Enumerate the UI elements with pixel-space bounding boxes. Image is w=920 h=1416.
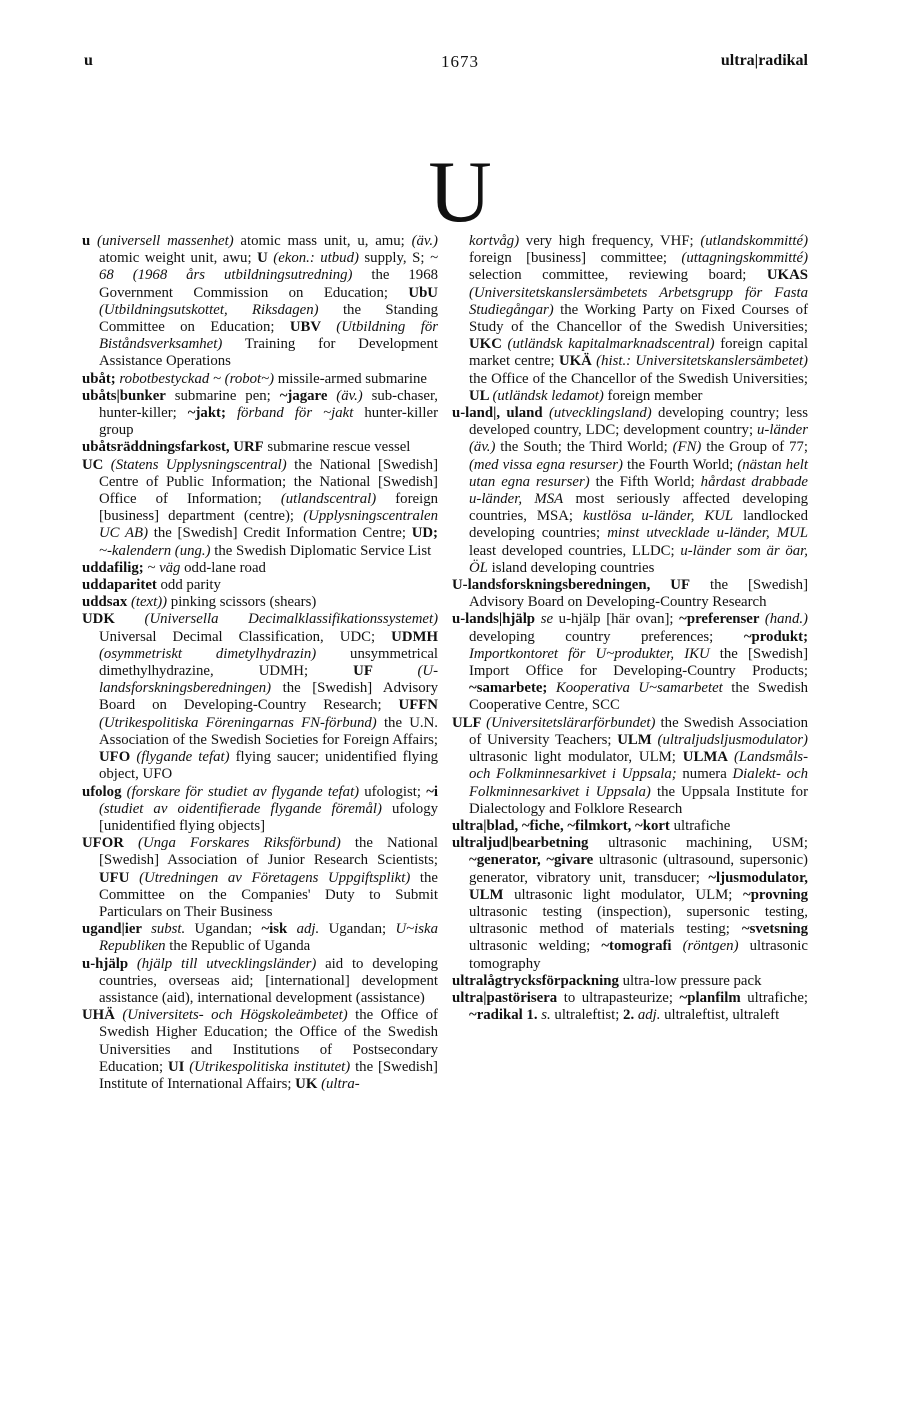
definition-text: ultrasonic (ultrasound, supersonic) generator, vibratory unit, transducer; (469, 852, 808, 886)
headword: ~isk (261, 921, 297, 938)
dictionary-entry (82, 577, 438, 594)
definition-text: the Fifth World; (589, 473, 701, 490)
italic-note: (Statens Upplysningscentral) (110, 456, 287, 473)
definition-text: the Republic of Uganda (165, 938, 311, 955)
italic-note: (utlandskommitté) (700, 233, 808, 249)
headword: UF (353, 663, 418, 680)
headword: UD; (411, 525, 438, 542)
definition-text: the [Swedish] Import Office for Developing-Country Products; (469, 645, 808, 680)
dictionary-entry (452, 973, 808, 990)
headword: ULM (617, 731, 658, 748)
italic-note: (universell massenhet) (97, 233, 234, 249)
definition-text: the U.N. Association of the Swedish Societies for Foreign Affairs; (99, 714, 438, 748)
dictionary-entry (82, 956, 438, 1008)
italic-note: (Upplysningscentralen UC AB) (99, 508, 438, 542)
headword: UbU (408, 284, 438, 301)
italic-note: (Utrikespolitiska Föreningarnas FN-förbund) (99, 714, 377, 731)
headword: UKAS (766, 267, 808, 284)
headword: ugand|ier (82, 921, 152, 938)
headword: UFO (99, 749, 137, 766)
definition-text: odd parity (156, 577, 221, 594)
italic-note: (Utbildningsutskottet, Riksdagen) (99, 301, 319, 318)
italic-note: (ultra- (321, 1075, 360, 1092)
italic-note: ~ väg (147, 559, 181, 576)
definition-text: foreign [business] department (centre); (99, 491, 438, 525)
italic-note: (utvecklingsland) (548, 405, 652, 422)
italic-note: (utländsk ledamot) (492, 387, 604, 404)
italic-note: förband för ~jakt (236, 405, 354, 422)
headword: ~jakt; (187, 405, 237, 422)
headword: u-hjälp (82, 955, 137, 972)
definition-text: atomic weight unit, awu; (99, 250, 258, 267)
definition-text: atomic mass unit, u, amu; (233, 233, 412, 249)
headword: u (82, 233, 98, 249)
section-letter: U (428, 144, 492, 241)
definition-text: the [Swedish] Advisory Board on Developing-Country Research (469, 577, 809, 611)
italic-note: (U-landsforskningsberedningen) (99, 663, 438, 697)
headword: 2. (623, 1007, 638, 1024)
definition-text: foreign member (603, 387, 703, 404)
definition-text: ultraleftist, ultraleft (660, 1007, 780, 1024)
italic-note: minst utvecklade u-länder, MUL (607, 525, 808, 542)
headword: ubåt; (82, 370, 120, 387)
definition-text: the Swedish Association of University Teachers; (469, 714, 809, 748)
italic-note: (Universitetskanslersämbetets Arbetsgrupp för Fasta Studiegångar) (469, 284, 808, 318)
headword: UL (469, 387, 493, 404)
dictionary-entry (82, 784, 438, 836)
dictionary-entry (452, 405, 808, 577)
italic-note: (hjälp till utvecklingsländer) (136, 955, 317, 972)
headword: ~radikal 1. (469, 1007, 542, 1024)
headword: UBV (289, 319, 337, 336)
definition-text: ultrafiche; (740, 989, 809, 1006)
definition-text: Ugandan; (319, 921, 396, 938)
headword: ~provning (743, 886, 808, 903)
dictionary-entry (82, 233, 438, 371)
definition-text: the Committee on the Companies' Duty to Submit Particulars on Their Business (99, 869, 438, 920)
definition-text: landlocked developing countries; (469, 508, 809, 542)
definition-text: the Uppsala Institute for Dialectology and Folklore Research (469, 783, 808, 817)
definition-text: the [Swedish] Credit Information Centre; (148, 525, 412, 542)
definition-text: the Standing Committee on Education; (99, 301, 438, 336)
definition-text: foreign capital market centre; (469, 336, 808, 370)
definition-text: pinking scissors (shears) (167, 594, 317, 611)
definition-text: the South; the Third World; (495, 439, 673, 456)
italic-note: (ultraljudsljusmodulator) (657, 731, 808, 748)
italic-note: kustlösa u-länder, KUL (582, 508, 734, 525)
dictionary-entry (82, 1007, 438, 1093)
italic-note: se (540, 611, 554, 628)
definition-text: ultrasonic testing (inspection), supersonic testing, ultrasonic method of materials testing; (469, 903, 808, 938)
headword: ~planfilm (679, 989, 741, 1006)
definition-text: ufologist; (359, 783, 427, 800)
definition-text: selection committee, reviewing board; (469, 267, 767, 284)
italic-note: (Utbildning för Biståndsverksamhet) (99, 319, 438, 353)
italic-note: (osymmetriskt dimetylhydrazin) (99, 645, 317, 662)
italic-note: Kooperativa U~samarbetet (555, 680, 723, 697)
definition-text: ultra-low pressure pack (618, 972, 762, 989)
definition-text: u-hjälp [här ovan]; (553, 611, 680, 628)
italic-note: (hand.) (764, 611, 808, 628)
headword: ultra|blad, ~fiche, ~filmkort, ~kort (452, 817, 670, 834)
definition-text: the Working Party on Fixed Courses of Study of the Chancellor of the Swedish Universities; (469, 301, 808, 336)
definition-text: flying saucer; unidentified flying object, UFO (99, 749, 438, 783)
definition-text: the Group of 77; (701, 439, 808, 456)
headword: UFFN (398, 697, 438, 714)
definition-text: unsymmetrical dimethylhydrazine, UDMH; (99, 645, 438, 680)
definition-text: aid to developing countries, overseas aid; [international] development assistance (aid), international development (assistance) (99, 955, 438, 1006)
headword: u-lands|hjälp (452, 611, 541, 628)
headword: uddaparitet (82, 577, 157, 594)
definition-text: the Office of the Chancellor of the Swedish Universities; (469, 370, 808, 387)
italic-note: (flygande tefat) (136, 749, 230, 766)
italic-note: adj. (296, 921, 320, 938)
headword: ubåts|bunker (82, 387, 166, 404)
dictionary-entry (82, 371, 438, 388)
italic-note: (Unga Forskares Riksförbund) (138, 835, 341, 852)
definition-text: missile-armed submarine (274, 370, 427, 387)
italic-note: robotbestyckad ~ (robot~) (119, 370, 275, 387)
definition-text: the Office of Swedish Higher Education; the Office of the Swedish Universities and Institutions of Postsecondary Education; (99, 1007, 438, 1075)
dictionary-entry (82, 457, 438, 560)
headword: UKÄ (558, 353, 597, 370)
dictionary-entry (452, 835, 808, 973)
italic-note: hårdast drabbade u-länder, MSA (469, 473, 808, 508)
definition-text: the Swedish Cooperative Centre, SCC (469, 680, 808, 714)
italic-note: (Universitetslärarförbundet) (486, 714, 656, 731)
headword: ~preferenser (679, 611, 765, 628)
italic-note: (Landsmåls- och Folkminnesarkivet i Uppsala; (469, 749, 808, 783)
definition-text: island developing countries (487, 559, 655, 576)
dictionary-entry (452, 233, 808, 405)
definition-text: ultrasonic tomography (469, 938, 808, 972)
italic-note: ~-kalendern (ung.) (99, 542, 211, 559)
headword: UHÄ (82, 1007, 123, 1024)
definition-text: ultrasonic light modulator, ULM; (503, 886, 743, 903)
definition-text: odd-lane road (180, 559, 266, 576)
italic-note: (ekon.: utbud) (273, 250, 359, 267)
definition-text: Training for Development Assistance Operations (99, 336, 438, 370)
definition-text: the National [Swedish] Association of Junior Research Scientists; (99, 835, 438, 869)
headword: ~i (426, 783, 439, 800)
definition-text: Universal Decimal Classification, UDC; (99, 628, 392, 645)
definition-text: least developed countries, LLDC; (469, 542, 681, 559)
italic-note: (forskare för studiet av flygande tefat) (126, 783, 360, 800)
headword: ~ljusmodulator, ULM (469, 869, 808, 903)
italic-note: U~iska Republiken (99, 921, 438, 955)
definition-text: very high frequency, VHF; (519, 233, 701, 249)
headword: UKC (469, 336, 508, 353)
headword: ultraljud|bearbetning (452, 835, 589, 852)
headword: ULMA (682, 749, 734, 766)
definition-text: hunter-killer group (99, 405, 438, 439)
headword: ~generator, ~givare (469, 852, 594, 869)
italic-note: (röntgen) (682, 938, 739, 955)
definition-text: foreign [business] committee; (469, 250, 682, 267)
running-head-right: ultra|radikal (720, 52, 808, 69)
definition-text: the Swedish Diplomatic Service List (210, 542, 432, 559)
italic-note: (FN) (672, 439, 702, 456)
definition-text: the [Swedish] Institute of International Affairs; (99, 1058, 438, 1092)
italic-note: s. (541, 1007, 551, 1024)
definition-text: supply, S; (358, 250, 430, 267)
italic-note: (Universitets- och Högskoleämbetet) (122, 1007, 348, 1024)
definition-text: numera (676, 766, 733, 783)
dictionary-entry (82, 439, 438, 456)
headword: U-landsforskningsberedningen, UF (452, 577, 690, 594)
headword: UI (167, 1058, 190, 1075)
definition-text: submarine rescue vessel (263, 439, 411, 456)
headword: UFU (99, 869, 140, 886)
headword: UDK (82, 611, 145, 628)
italic-note: (uttagningskommitté) (681, 250, 808, 267)
definition-text: developing country; less developed country, LDC; development country; (469, 405, 808, 439)
dictionary-entry (82, 611, 438, 783)
headword: ULF (452, 714, 487, 731)
dictionary-entry (452, 611, 808, 714)
definition-text: ultrasonic light modulator, ULM; (469, 749, 683, 766)
italic-note: Importkontoret för U~produkter, IKU (469, 645, 710, 662)
headword: U (257, 250, 274, 267)
italic-note: (äv.) (411, 233, 438, 249)
dictionary-entry (82, 835, 438, 921)
headword: uddafilig; (82, 559, 148, 576)
definition-text: most seriously affected developing countries, MSA; (469, 491, 809, 525)
italic-note: (text)) (130, 594, 168, 611)
definition-text: Ugandan; (185, 921, 262, 938)
headword: ~produkt; (743, 628, 808, 645)
headword: ubåtsräddningsfarkost, URF (82, 439, 264, 456)
dictionary-entry (452, 715, 808, 818)
definition-text: developing country preferences; (469, 628, 744, 645)
definition-text: to ultrapasteurize; (557, 989, 680, 1006)
definition-text: ufology [unidentified flying objects] (99, 800, 439, 834)
italic-note: adj. (637, 1007, 661, 1024)
italic-note: (Universella Decimalklassifikationssystemet) (144, 611, 438, 628)
definition-text: ultrafiche (669, 817, 731, 834)
definition-text: the 1968 Government Commission on Education; (99, 267, 439, 301)
definition-text: the National [Swedish] Centre of Public Information; the National [Swedish] Office of Information; (99, 456, 438, 508)
italic-note: (utlandscentral) (280, 491, 377, 508)
dictionary-entry (82, 921, 438, 955)
italic-note: Dialekt- och Folkminnesarkivet i Uppsala) (469, 766, 808, 800)
headword: u-land|, uland (452, 405, 549, 422)
italic-note: (äv.) (336, 387, 363, 404)
headword: UDMH (391, 628, 438, 645)
headword: ~jagare (279, 387, 337, 404)
italic-note: kortvåg) (469, 233, 520, 249)
italic-note: (med vissa egna resurser) (469, 456, 623, 473)
italic-note: u-länder (äv.) (469, 422, 808, 456)
headword: UFOR (82, 835, 139, 852)
italic-note: u-länder som är öar, ÖL (469, 542, 808, 576)
headword: UK (295, 1075, 322, 1092)
dictionary-entry (452, 818, 808, 835)
definition-text: ultrasonic machining, USM; (588, 835, 808, 852)
definition-text: submarine pen; (165, 387, 280, 404)
italic-note: (hist.: Universitetskanslersämbetet) (596, 353, 808, 370)
definition-text: the Fourth World; (622, 456, 738, 473)
headword: uddsax (82, 594, 131, 611)
definition-text: the [Swedish] Advisory Board on Developing-Country Research; (99, 680, 438, 714)
definition-text: sub-chaser, hunter-killer; (99, 387, 439, 422)
dictionary-entry (452, 990, 808, 1024)
headword: UC (82, 456, 111, 473)
page-number: 1673 (441, 52, 479, 71)
right-column (452, 233, 808, 1024)
italic-note: subst. (151, 921, 186, 938)
dictionary-entry (82, 388, 438, 440)
dictionary-entry (82, 594, 438, 611)
definition-text: ultrasonic welding; (469, 938, 602, 955)
definition-text: ultraleftist; (550, 1007, 624, 1024)
left-column (82, 233, 438, 1093)
headword: ~tomografi (601, 938, 683, 955)
running-head-left: u (84, 52, 93, 69)
italic-note: (nästan helt utan egna resurser) (469, 456, 808, 490)
headword: ultra|pastörisera (452, 989, 558, 1006)
dictionary-entry (452, 577, 808, 611)
headword: ultralågtrycksförpackning (452, 972, 619, 989)
italic-note: (utländsk kapitalmarknadscentral) (507, 336, 715, 353)
headword: ufolog (82, 783, 127, 800)
italic-note: (Utredningen av Företagens Uppgiftsplikt) (139, 869, 411, 886)
italic-note: ~ 68 (1968 års utbildningsutredning) (99, 250, 438, 284)
headword: ~samarbete; (469, 680, 556, 697)
italic-note: (Utrikespolitiska institutet) (189, 1058, 351, 1075)
dictionary-entry (82, 560, 438, 577)
italic-note: (studiet av oidentifierade flygande föremål) (99, 800, 382, 817)
headword: ~svetsning (741, 921, 808, 938)
